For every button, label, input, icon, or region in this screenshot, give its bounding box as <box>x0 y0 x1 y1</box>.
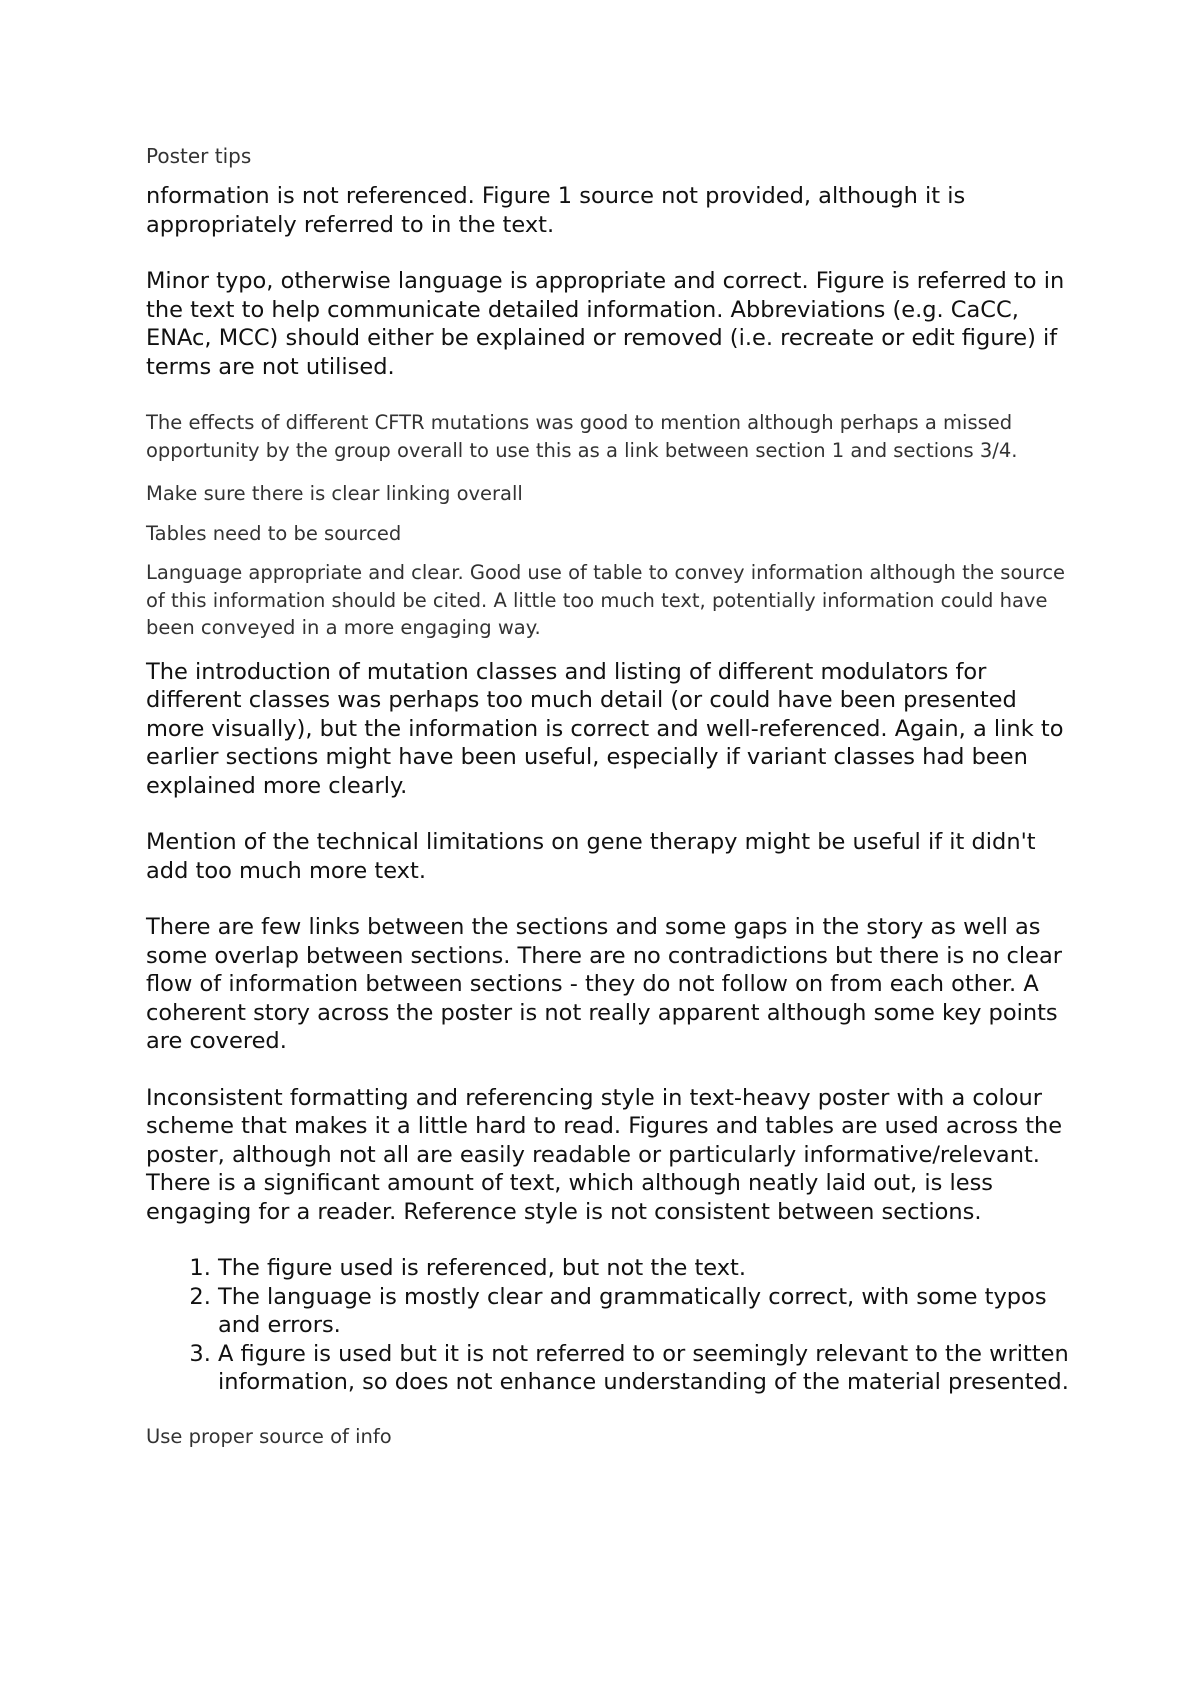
list-item: 1. The figure used is referenced, but not the text. <box>218 1254 1076 1283</box>
document-title: Poster tips <box>146 144 252 168</box>
paragraph-mutation-classes: The introduction of mutation classes and listing of different modulators for different classes was perhaps too much detail (or could have been presented more visually), but the information is correct and well-referenced. Again, a link to earlier sections might have been useful, especially if variant classes had been explained more clearly. <box>146 658 1064 799</box>
paragraph-cftr-mutations: The effects of different CFTR mutations was good to mention although perhaps a missed opportunity by the group overall to use this as a link between section 1 and sections 3/4. <box>146 411 1018 462</box>
list-item: 3. A figure is used but it is not referred to or seemingly relevant to the written information, so does not enhance understanding of the material presented. <box>218 1340 1076 1397</box>
paragraph-tables: Tables need to be sourced <box>146 521 402 545</box>
list-item: 2. The language is mostly clear and grammatically correct, with some typos and errors. <box>218 1283 1076 1340</box>
paragraph-gene-therapy: Mention of the technical limitations on gene therapy might be useful if it didn't add too much more text. <box>146 829 1036 884</box>
paragraph-referencing: nformation is not referenced. Figure 1 source not provided, although it is appropriately referred to in the text. <box>146 183 966 238</box>
document-body <box>146 142 1076 1466</box>
numbered-list <box>146 1254 1076 1397</box>
paragraph-language: Minor typo, otherwise language is appropriate and correct. Figure is referred to in the text to help communicate detailed information. Abbreviations (e.g. CaCC, ENAc, MCC) should either be explained or removed (i.e. recreate or edit figure) if terms are not utilised. <box>146 268 1065 380</box>
paragraph-linking: Make sure there is clear linking overall <box>146 482 523 505</box>
paragraph-story-flow: There are few links between the sections and some gaps in the story as well as some overlap between sections. There are no contradictions but there is no clear flow of information between sections - they do not follow on from each other. A coherent story across the poster is not really apparent although some key points are covered. <box>146 914 1063 1054</box>
closing-note: Use proper source of info <box>146 1424 392 1448</box>
paragraph-table-language: Language appropriate and clear. Good use of table to convey information although the source of this information should be cited. A little too much text, potentially information could have been conveyed in a more engaging way. <box>146 561 1066 639</box>
paragraph-formatting: Inconsistent formatting and referencing style in text-heavy poster with a colour scheme that makes it a little hard to read. Figures and tables are used across the poster, although not all are easily readable or particularly informative/relevant. There is a significant amount of text, which although neatly laid out, is less engaging for a reader. Reference style is not consistent between sections. <box>146 1084 1063 1225</box>
